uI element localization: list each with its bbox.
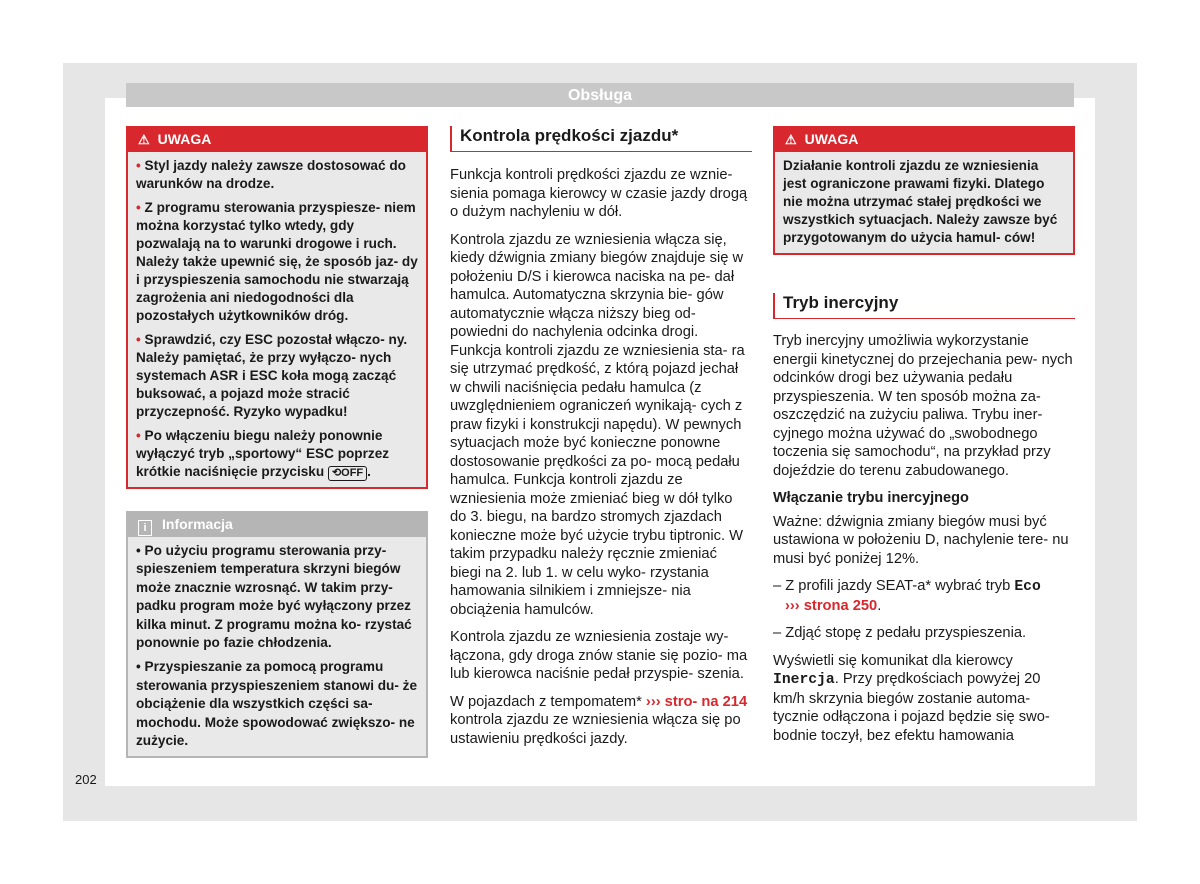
warning-item: • Sprawdzić, czy ESC pozostał włączo- ny. Należy pamiętać, że przy wyłączo- nych systemach ASR i ESC koła mogą zacząć buksować, a pojazd może stracić przyczepność. Ryzyko wypadku! bbox=[136, 332, 408, 419]
page-reference-link[interactable]: ››› stro- na 214 bbox=[645, 693, 748, 710]
paragraph: Ważne: dźwignia zmiany biegów musi być ustawiona w położeniu D, nachylenie tere- nu musi być poniżej 12%. bbox=[773, 513, 1069, 567]
subheading: Włączanie trybu inercyjnego bbox=[773, 490, 969, 506]
warning-body bbox=[775, 152, 1073, 253]
warning-header bbox=[773, 126, 1075, 152]
right-column bbox=[773, 126, 1075, 754]
info-header bbox=[126, 511, 428, 537]
page-header: Obsługa bbox=[126, 83, 1074, 107]
page-number: 202 bbox=[75, 772, 97, 787]
warning-box bbox=[773, 126, 1075, 255]
section-text bbox=[450, 166, 752, 748]
step-item: – Zdjąć stopę z pedału przyspieszenia. bbox=[773, 625, 1027, 641]
info-item: • Przyspieszanie za pomocą programu sterowania przyspieszeniem stanowi du- że obciążenie dla wszystkich części sa- mochodu. Może spowodować zwiększo- ne zużycie. bbox=[136, 659, 418, 749]
paragraph: Tryb inercyjny umożliwia wykorzystanie energii kinetycznej do przejechania pew- nych odcinków drogi bez używania pedału przyspieszenia. W ten sposób można za- oszczędzić na zużyciu paliwa. Trybu iner- cyjnego można używać do „swobodnego toczenia się samochodu“, na przykład przy dojeździe do terenu zabudowanego. bbox=[773, 333, 1073, 479]
section-heading-downhill-control: Kontrola prędkości zjazdu* bbox=[450, 126, 752, 152]
warning-item: • Z programu sterowania przyspiesze- niem można korzystać tylko wtedy, gdy pozwalają na to warunki drogowe i ruch. Należy także upewnić się, że sposób jaz- dy i przyspieszenia samochodu nie stwarzają zagrożenia ani niedogodności dla pozostałych użytkowników dróg. bbox=[136, 200, 418, 323]
paragraph: Kontrola zjazdu ze wzniesienia zostaje wy- łączona, gdy droga znów stanie się pozio- ma lub kierowca naciśnie pedał przyspie- szenia. bbox=[450, 629, 748, 682]
warning-text: Działanie kontroli zjazdu ze wzniesienia jest ograniczone prawami fizyki. Dlatego nie można utrzymać stałej prędkości we wszystkich sytuacjach. Należy zawsze być przygotowanym do użycia hamul- ców! bbox=[783, 158, 1058, 245]
info-box bbox=[126, 511, 428, 758]
warning-title: UWAGA bbox=[804, 131, 859, 147]
step-item: – Z profili jazdy SEAT-a* wybrać tryb Eco ››› strona 250. bbox=[773, 578, 1041, 614]
esc-off-button-icon: ⟲OFF bbox=[328, 466, 367, 481]
info-icon: i bbox=[138, 520, 152, 536]
warning-box bbox=[126, 126, 428, 489]
paragraph: W pojazdach z tempomatem* ››› stro- na 214 kontrola zjazdu ze wzniesienia włącza się po ustawieniu prędkości jazdy. bbox=[450, 693, 748, 747]
section-heading-coasting-mode: Tryb inercyjny bbox=[773, 293, 1075, 319]
paragraph: Wyświetli się komunikat dla kierowcy Inercja. Przy prędkościach powyżej 20 km/h skrzynia biegów zostanie automa- tycznie odłączona i pojazd będzie się swo- bodnie toczył, bez efektu hamowania bbox=[773, 652, 1050, 744]
left-column bbox=[126, 126, 428, 758]
info-title: Informacja bbox=[162, 516, 233, 532]
warning-body bbox=[128, 152, 426, 487]
page-reference-link[interactable]: ››› strona 250 bbox=[785, 597, 878, 614]
warning-triangle-icon: ⚠ bbox=[138, 132, 150, 147]
warning-item: • Po włączeniu biegu należy ponownie wyłączyć tryb „sportowy“ ESC poprzez krótkie naciśnięcie przycisku ⟲OFF . bbox=[136, 428, 390, 479]
display-text-inercja: Inercja bbox=[773, 672, 835, 688]
display-text-eco: Eco bbox=[1014, 579, 1041, 595]
warning-header bbox=[126, 126, 428, 152]
info-body bbox=[128, 537, 426, 756]
paragraph: Funkcja kontroli prędkości zjazdu ze wznie- sienia pomaga kierowcy w czasie jazdy drogą o dużym nachyleniu w dół. bbox=[450, 167, 748, 220]
middle-column bbox=[450, 126, 752, 757]
paragraph: Kontrola zjazdu ze wzniesienia włącza się, kiedy dźwignia zmiany biegów znajduje się w położeniu D/S i kierowca naciska na pe- dał hamulca. Automatyczna skrzynia bie- gów automatycznie włącza niższy bieg od- powiedni do nachylenia odcinka drogi. Funkcja kontroli zjazdu ze wzniesienia sta- ra się utrzymać prędkość, z którą pojazd jechał w chwili naciśnięcia pedału hamulca (z uwzględnieniem ograniczeń wynikają- cych z praw fizyki i konstrukcji napędu). W pewnych sytuacjach może być konieczne ponowne dostosowanie prędkości za po- mocą pedału hamulca. Funkcja kontroli zjazdu ze wzniesienia może zmieniać bieg w dół tylko do 3. biegu, na bardzo stromych zjazdach konieczne może być użycie trybu tiptronic. W takim przypadku należy ręcznie zmieniać biegi na 2. lub 1. w celu wyko- rzystania hamowania silnikiem i zmniejsze- nia obciążenia hamulców. bbox=[450, 231, 745, 618]
warning-triangle-icon: ⚠ bbox=[785, 132, 797, 147]
warning-title: UWAGA bbox=[157, 131, 212, 147]
section-text bbox=[773, 332, 1075, 745]
info-item: • Po użyciu programu sterowania przy- spieszeniem temperatura skrzyni biegów może znacznie wzrosnąć. W takim przy- padku program może być wyłączony przez kilka minut. Z programu można ko- rzystać ponownie po fazie chłodzenia. bbox=[136, 543, 412, 651]
warning-item: • Styl jazdy należy zawsze dostosować do warunków na drodze. bbox=[136, 158, 406, 191]
